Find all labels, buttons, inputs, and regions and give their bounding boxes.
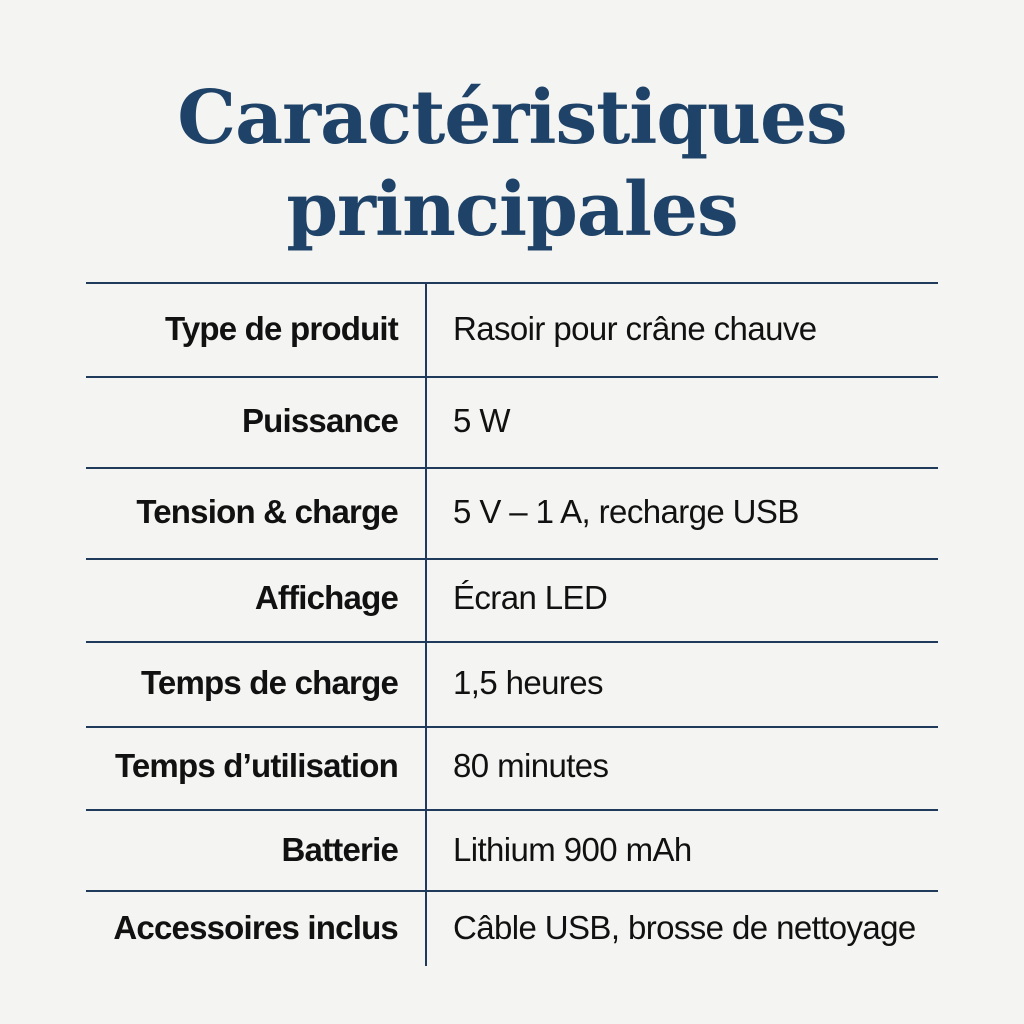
table-rule: [86, 809, 938, 811]
table-rule: [86, 890, 938, 892]
spec-label: Puissance: [241, 402, 398, 439]
spec-label: Type de produit: [164, 310, 398, 347]
table-rule: [86, 376, 938, 378]
spec-value: Lithium 900 mAh: [453, 831, 692, 868]
table-rule: [86, 558, 938, 560]
spec-value: Câble USB, brosse de nettoyage: [453, 909, 916, 946]
spec-label: Temps d’utilisation: [114, 747, 398, 784]
spec-value: 80 minutes: [453, 747, 609, 784]
spec-label: Accessoires inclus: [113, 909, 398, 946]
title-line-1: Caractéristiques: [177, 75, 847, 161]
spec-value: Écran LED: [453, 579, 608, 616]
spec-label: Batterie: [281, 831, 398, 868]
table-rule: [86, 726, 938, 728]
spec-label: Affichage: [254, 579, 398, 616]
table-rule: [86, 467, 938, 469]
spec-label: Temps de charge: [141, 664, 398, 701]
title-line-2: principales: [286, 167, 738, 253]
spec-value: Rasoir pour crâne chauve: [453, 310, 817, 347]
spec-value: 1,5 heures: [453, 664, 603, 701]
table-rule: [86, 641, 938, 643]
table-rule: [86, 282, 938, 284]
spec-value: 5 V – 1 A, recharge USB: [453, 493, 799, 530]
page-title: [0, 72, 1024, 256]
spec-label: Tension & charge: [136, 493, 398, 530]
spec-value: 5 W: [453, 402, 510, 439]
column-divider: [425, 282, 427, 966]
